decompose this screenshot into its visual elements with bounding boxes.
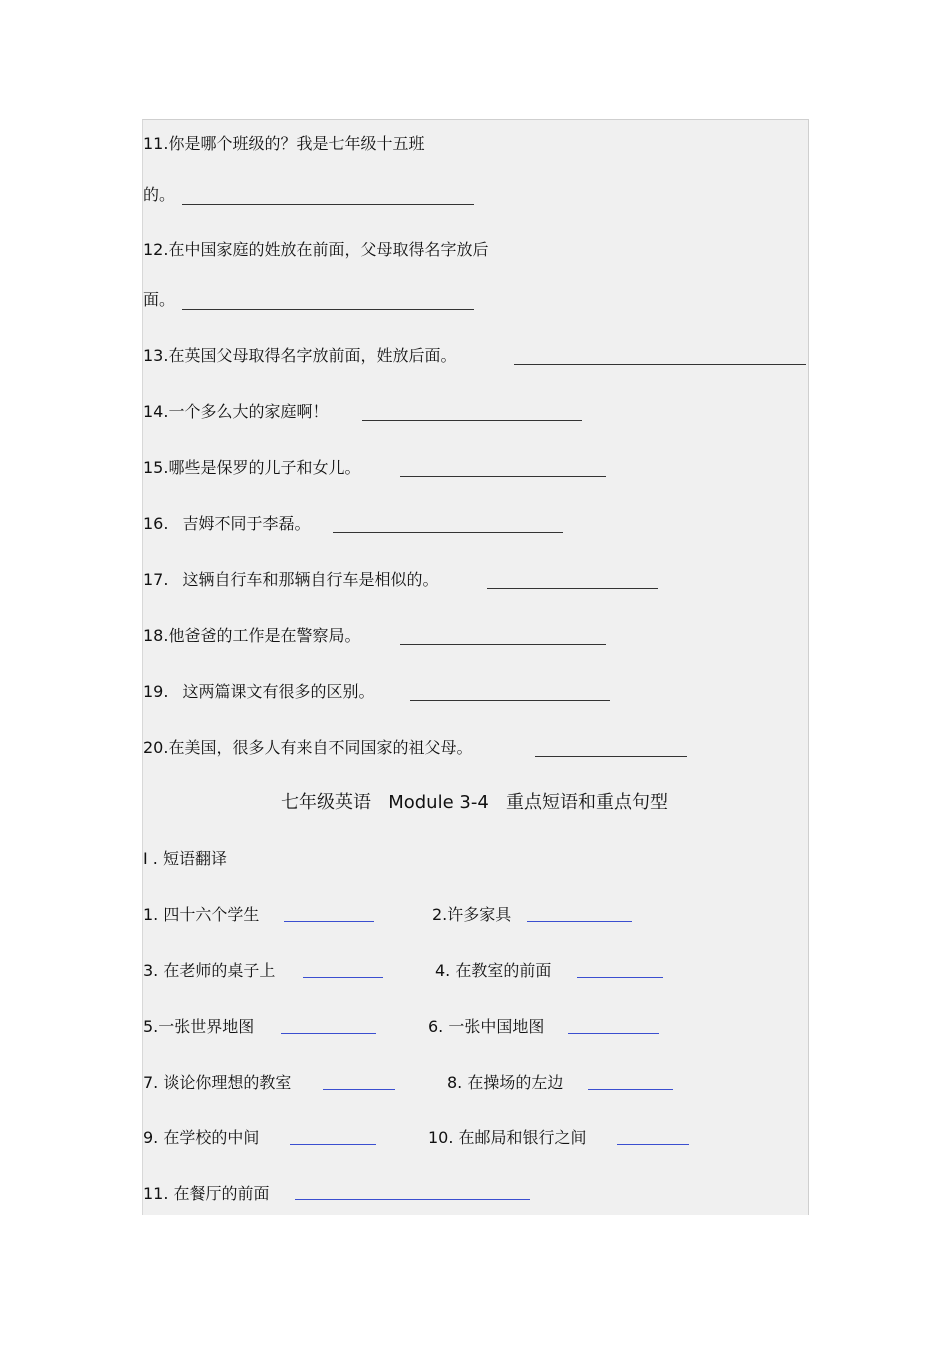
sentence-text: 哪些是保罗的儿子和女儿。 — [168, 458, 361, 477]
sentence-number: 17. — [143, 570, 169, 589]
phrase-11: 11. 在餐厅的前面 — [143, 1184, 270, 1203]
sentence-number: 11. — [143, 134, 169, 153]
sentence-text: 吉姆不同于李磊。 — [182, 514, 311, 533]
sentence-number: 18. — [143, 626, 169, 645]
phrase-blank-3[interactable] — [303, 977, 383, 978]
sentence-11 — [143, 134, 424, 154]
phrase-blank-6[interactable] — [568, 1033, 659, 1034]
sentence-text: 这两篇课文有很多的区别。 — [182, 682, 375, 701]
sentence-number: 14. — [143, 402, 169, 421]
answer-blank-11[interactable] — [182, 204, 474, 205]
phrase-4: 4. 在教室的前面 — [435, 961, 552, 980]
answer-blank-17[interactable] — [487, 588, 658, 589]
phrase-blank-1[interactable] — [284, 921, 374, 922]
sentence-text: 在中国家庭的姓放在前面，父母取得名字放后 — [168, 240, 489, 259]
answer-blank-14[interactable] — [362, 420, 582, 421]
sentence-text: 他爸爸的工作是在警察局。 — [168, 626, 361, 645]
sentence-12 — [143, 240, 488, 260]
sentence-number: 15. — [143, 458, 169, 477]
phrase-blank-2[interactable] — [527, 921, 632, 922]
sentence-text: 你是哪个班级的？我是七年级十五班 — [168, 134, 425, 153]
phrase-blank-11[interactable] — [295, 1199, 530, 1200]
phrase-9: 9. 在学校的中间 — [143, 1128, 260, 1147]
sentence-number: 19. — [143, 682, 169, 701]
phrase-1: 1. 四十六个学生 — [143, 905, 260, 924]
phrase-blank-9[interactable] — [290, 1144, 376, 1145]
sentence-number: 16. — [143, 514, 169, 533]
phrase-5: 5.一张世界地图 — [143, 1017, 255, 1036]
sentence-text: 在美国，很多人有来自不同国家的祖父母。 — [168, 738, 473, 757]
phrase-blank-10[interactable] — [617, 1144, 689, 1145]
answer-blank-19[interactable] — [410, 700, 610, 701]
sentence-number: 20. — [143, 738, 169, 757]
worksheet-area — [142, 119, 809, 1215]
sentence-text: 这辆自行车和那辆自行车是相似的。 — [182, 570, 439, 589]
phrase-3: 3. 在老师的桌子上 — [143, 961, 276, 980]
phrase-7: 7. 谈论你理想的教室 — [143, 1073, 292, 1092]
answer-blank-13[interactable] — [514, 364, 806, 365]
phrase-blank-8[interactable] — [588, 1089, 673, 1090]
phrase-6: 6. 一张中国地图 — [428, 1017, 545, 1036]
sentence-16 — [143, 514, 310, 534]
sentence-number: 13. — [143, 346, 169, 365]
sentence-text: 在英国父母取得名字放前面，姓放后面。 — [168, 346, 457, 365]
answer-blank-12[interactable] — [182, 309, 474, 310]
sentence-number: 12. — [143, 240, 169, 259]
sentence-18 — [143, 626, 360, 646]
sentence-19 — [143, 682, 374, 702]
phrase-blank-7[interactable] — [323, 1089, 395, 1090]
answer-blank-15[interactable] — [400, 476, 606, 477]
answer-blank-18[interactable] — [400, 644, 606, 645]
answer-blank-20[interactable] — [535, 756, 687, 757]
phrase-10: 10. 在邮局和银行之间 — [428, 1128, 587, 1147]
phrase-2: 2.许多家具 — [432, 905, 512, 924]
sentence-14 — [143, 402, 328, 422]
sentence-13 — [143, 346, 456, 366]
sentence-11-continued: 的。 — [143, 185, 176, 204]
sentence-17 — [143, 570, 438, 590]
section-title: 七年级英语 Module 3-4 重点短语和重点句型 — [281, 792, 668, 813]
sentence-text: 一个多么大的家庭啊！ — [168, 402, 329, 421]
phrase-blank-4[interactable] — [577, 977, 663, 978]
phrase-8: 8. 在操场的左边 — [447, 1073, 564, 1092]
sentence-20 — [143, 738, 472, 758]
answer-blank-16[interactable] — [333, 532, 563, 533]
phrase-blank-5[interactable] — [281, 1033, 376, 1034]
part-label: I . 短语翻译 — [143, 849, 227, 868]
sentence-12-continued: 面。 — [143, 290, 176, 309]
sentence-15 — [143, 458, 360, 478]
